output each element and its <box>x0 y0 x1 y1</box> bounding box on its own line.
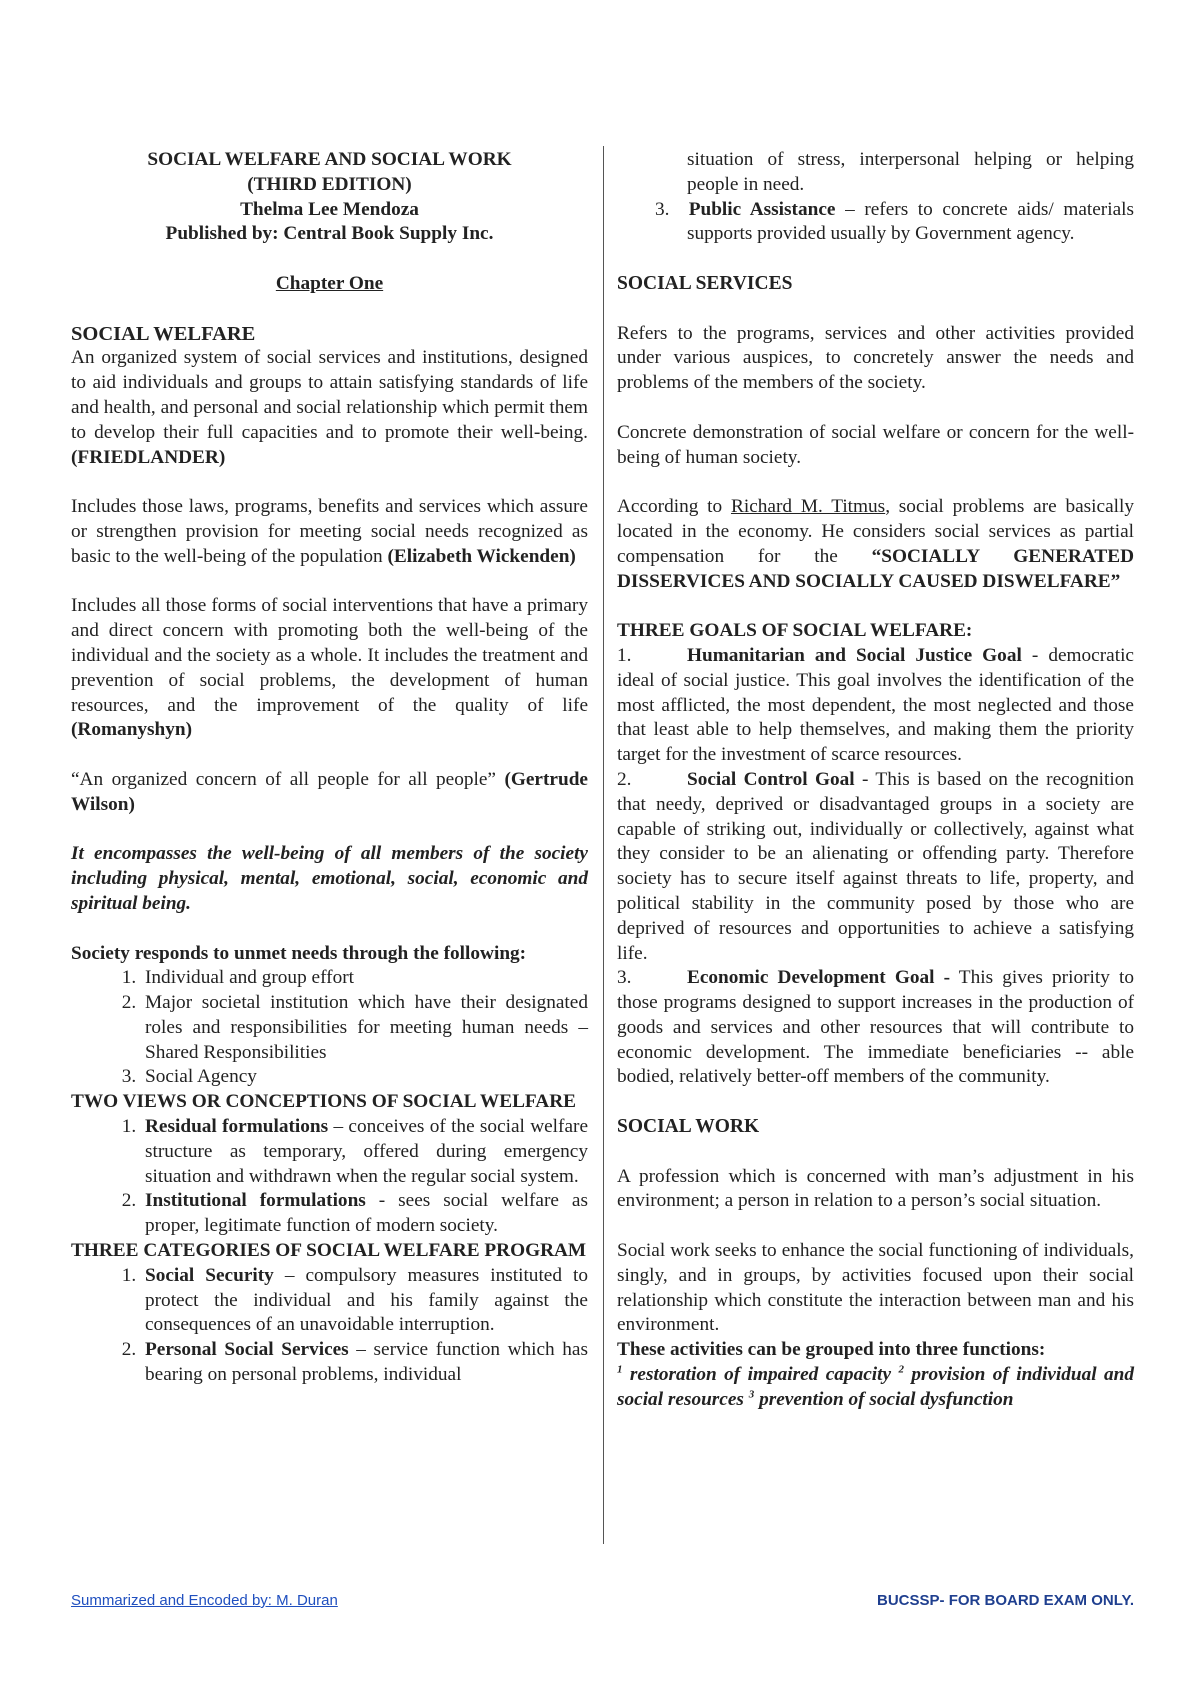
social-services-def-1: Refers to the programs, services and other activities provided under various auspices, to concretely answer the needs and problems of the members of the society. <box>617 322 1134 394</box>
views-list <box>71 1115 588 1239</box>
categories-heading: THREE CATEGORIES OF SOCIAL WELFARE PROGRAM <box>71 1240 587 1262</box>
social-services-heading: SOCIAL SERVICES <box>617 272 793 294</box>
book-author: Thelma Lee Mendoza <box>240 198 419 220</box>
column-divider <box>603 146 604 1544</box>
goals-heading: THREE GOALS OF SOCIAL WELFARE: <box>617 620 973 642</box>
goal-2: 2. Social Control Goal - This is based on the recognition that needy, deprived or disadvantaged groups in a society are capable of striking out, individually or collectively, against what they consider to be an alienating or offending party. Therefore society has to secure itself against threats to life, property, and political stability in the community posed by those who are deprived of resources and opportunities to achieve a satisfying life. <box>617 768 1134 964</box>
list-item: 1. Social Security – compulsory measures instituted to protect the individual and his family against the consequences of an unavoidable interruption. <box>141 1264 588 1338</box>
list-item: 2. Major societal institution which have their designated roles and responsibilities for meeting human needs – Shared Responsibilities <box>141 991 588 1065</box>
responds-heading: Society responds to unmet needs through the following: <box>71 942 527 964</box>
social-work-def-2: Social work seeks to enhance the social functioning of individuals, singly, and in groups, by activities focused upon their social relationship which constitute the interaction between man and his environment. <box>617 1240 1134 1336</box>
goal-1: 1. Humanitarian and Social Justice Goal - democratic ideal of social justice. This goal involves the identification of the most afflicted, the most dependent, the most neglected and those that least able to help themselves, and making them the priority target for the investment of scarce resources. <box>617 644 1134 766</box>
right-column <box>617 148 1134 1413</box>
views-heading: TWO VIEWS OR CONCEPTIONS OF SOCIAL WELFARE <box>71 1091 576 1113</box>
responds-list <box>71 966 588 1090</box>
functions-heading: These activities can be grouped into three functions: <box>617 1339 1046 1361</box>
definition-friedlander: An organized system of social services and institutions, designed to aid individuals and groups to attain satisfying standards of life and health, and personal and social relationship which permit them to develop their full capacities and to promote their well-being.(FRIEDLANDER) <box>71 347 588 468</box>
social-welfare-heading: SOCIAL WELFARE <box>71 322 256 345</box>
definition-wickenden: Includes those laws, programs, benefits and services which assure or strengthen provision for meeting social needs recognized as basic to the well-being of the population (Elizabeth Wickenden) <box>71 496 588 567</box>
category-3: 3. Public Assistance – refers to concrete aids/ materials supports provided usually by Government agency. <box>655 198 1135 245</box>
left-column <box>71 148 588 1388</box>
functions-list: $^1$ restoration of impaired capacity $^2$ provision of individual and social resources $^3$ prevention of social dysfunction <box>617 1363 1134 1410</box>
book-title: SOCIAL WELFARE AND SOCIAL WORK <box>147 149 512 170</box>
definition-wilson: “An organized concern of all people for all people” (Gertrude Wilson) <box>71 768 588 815</box>
footer-encoder-link[interactable]: Summarized and Encoded by: M. Duran <box>71 1592 338 1609</box>
social-services-def-2: Concrete demonstration of social welfare or concern for the well-being of human society. <box>617 421 1134 468</box>
list-item: 2. Personal Social Services – service function which has bearing on personal problems, individual <box>141 1338 588 1388</box>
goal-3: 3. Economic Development Goal - This gives priority to those programs designed to support increases in the production of goods and services and other resources that will contribute to economic development. The immediate beneficiaries -- able bodied, relatively better-off members of the community. <box>617 967 1134 1088</box>
encompass-statement: It encompasses the well-being of all members of the society including physical, mental, emotional, social, economic and spiritual being. <box>71 843 588 914</box>
book-edition: (THIRD EDITION) <box>247 173 412 195</box>
list-item: 2. Institutional formulations - sees social welfare as proper, legitimate function of modern society. <box>141 1189 588 1239</box>
social-work-heading: SOCIAL WORK <box>617 1116 760 1138</box>
list-item: 3. Social Agency <box>141 1065 588 1090</box>
book-publisher: Published by: Central Book Supply Inc. <box>165 223 494 245</box>
definition-romanyshyn: Includes all those forms of social interventions that have a primary and direct concern with promoting both the well-being of the individual and the society as a whole. It includes the treatment and prevention of social problems, the development of human resources, and the improvement of the quality of life (Romanyshyn) <box>71 595 588 741</box>
list-item: 1. Residual formulations – conceives of the social welfare structure as temporary, offered during emergency situation and withdrawn when the regular social system. <box>141 1115 588 1189</box>
list-item: 1. Individual and group effort <box>141 966 588 991</box>
footer-notice: BUCSSP- FOR BOARD EXAM ONLY. <box>877 1592 1134 1609</box>
social-work-def-1: A profession which is concerned with man’s adjustment in his environment; a person in relation to a person’s social situation. <box>617 1165 1134 1212</box>
titmus-paragraph: According to Richard M. Titmus, social problems are basically located in the economy. He considers social services as partial compensation for the “SOCIALLY GENERATED DISSERVICES AND SOCIALLY CAUSED DISWELFARE” <box>617 496 1134 592</box>
chapter-title: Chapter One <box>275 272 384 294</box>
category-2-continuation: situation of stress, interpersonal helping or helping people in need. <box>687 149 1134 195</box>
categories-list <box>71 1264 588 1388</box>
